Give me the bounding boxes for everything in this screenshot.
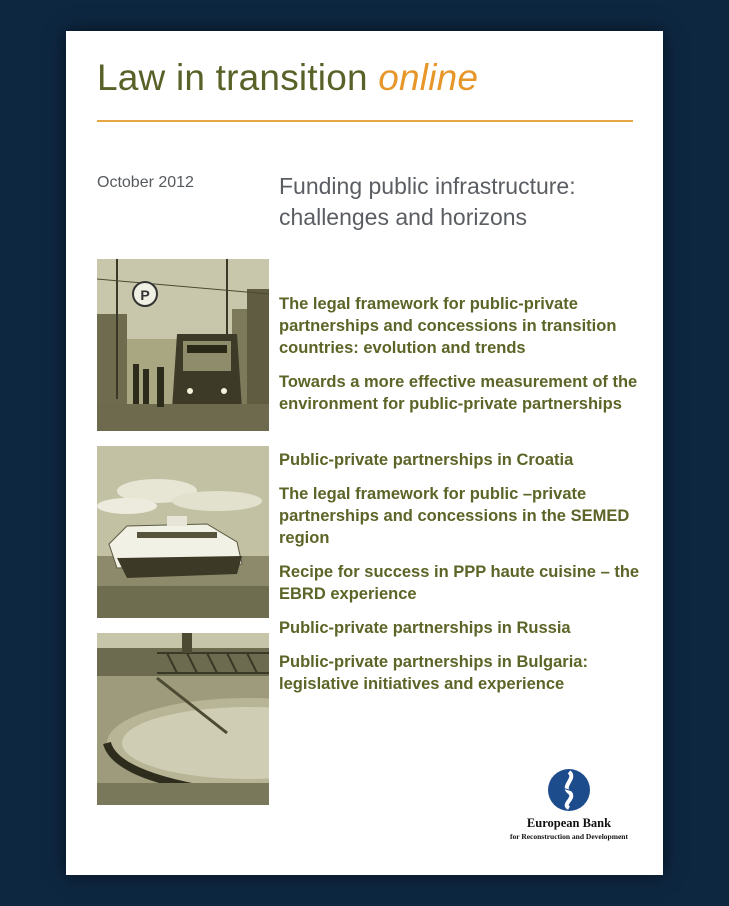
publication-cover	[66, 31, 663, 875]
issue-date: October 2012	[97, 174, 194, 191]
publisher-name: European Bank	[526, 816, 612, 830]
article-item[interactable]: Public-private partnerships in Croatia	[279, 451, 574, 469]
ebrd-globe-icon	[547, 768, 591, 812]
masthead-online: online	[378, 57, 479, 98]
svg-text:P: P	[140, 287, 150, 303]
issue-headline	[279, 171, 649, 233]
publisher-subtitle: for Reconstruction and Development	[510, 832, 628, 841]
article-item[interactable]: Public-private partnerships in Bulgaria: legislative initiatives and experience	[279, 653, 588, 693]
treatment-plant-photo	[97, 633, 269, 805]
article-item[interactable]: Recipe for success in PPP haute cuisine – the EBRD experience	[279, 563, 640, 603]
article-item[interactable]: Towards a more effective measurement of the environment for public-private partnerships	[279, 373, 638, 413]
header-divider	[97, 120, 633, 122]
headline-line-1: Funding public infrastructure:	[279, 173, 576, 199]
tram-photo	[97, 259, 269, 431]
masthead-main: Law in transition	[97, 57, 368, 98]
article-item[interactable]: The legal framework for public-private partnerships and concessions in transition countries: evolution and trends	[279, 295, 617, 357]
ebrd-logo	[494, 768, 644, 848]
headline-line-2: challenges and horizons	[279, 204, 528, 230]
article-item[interactable]: Public-private partnerships in Russia	[279, 619, 571, 637]
ferry-photo	[97, 446, 269, 618]
article-item[interactable]: The legal framework for public –private partnerships and concessions in the SEMED region	[279, 485, 630, 547]
masthead-title	[97, 57, 478, 99]
